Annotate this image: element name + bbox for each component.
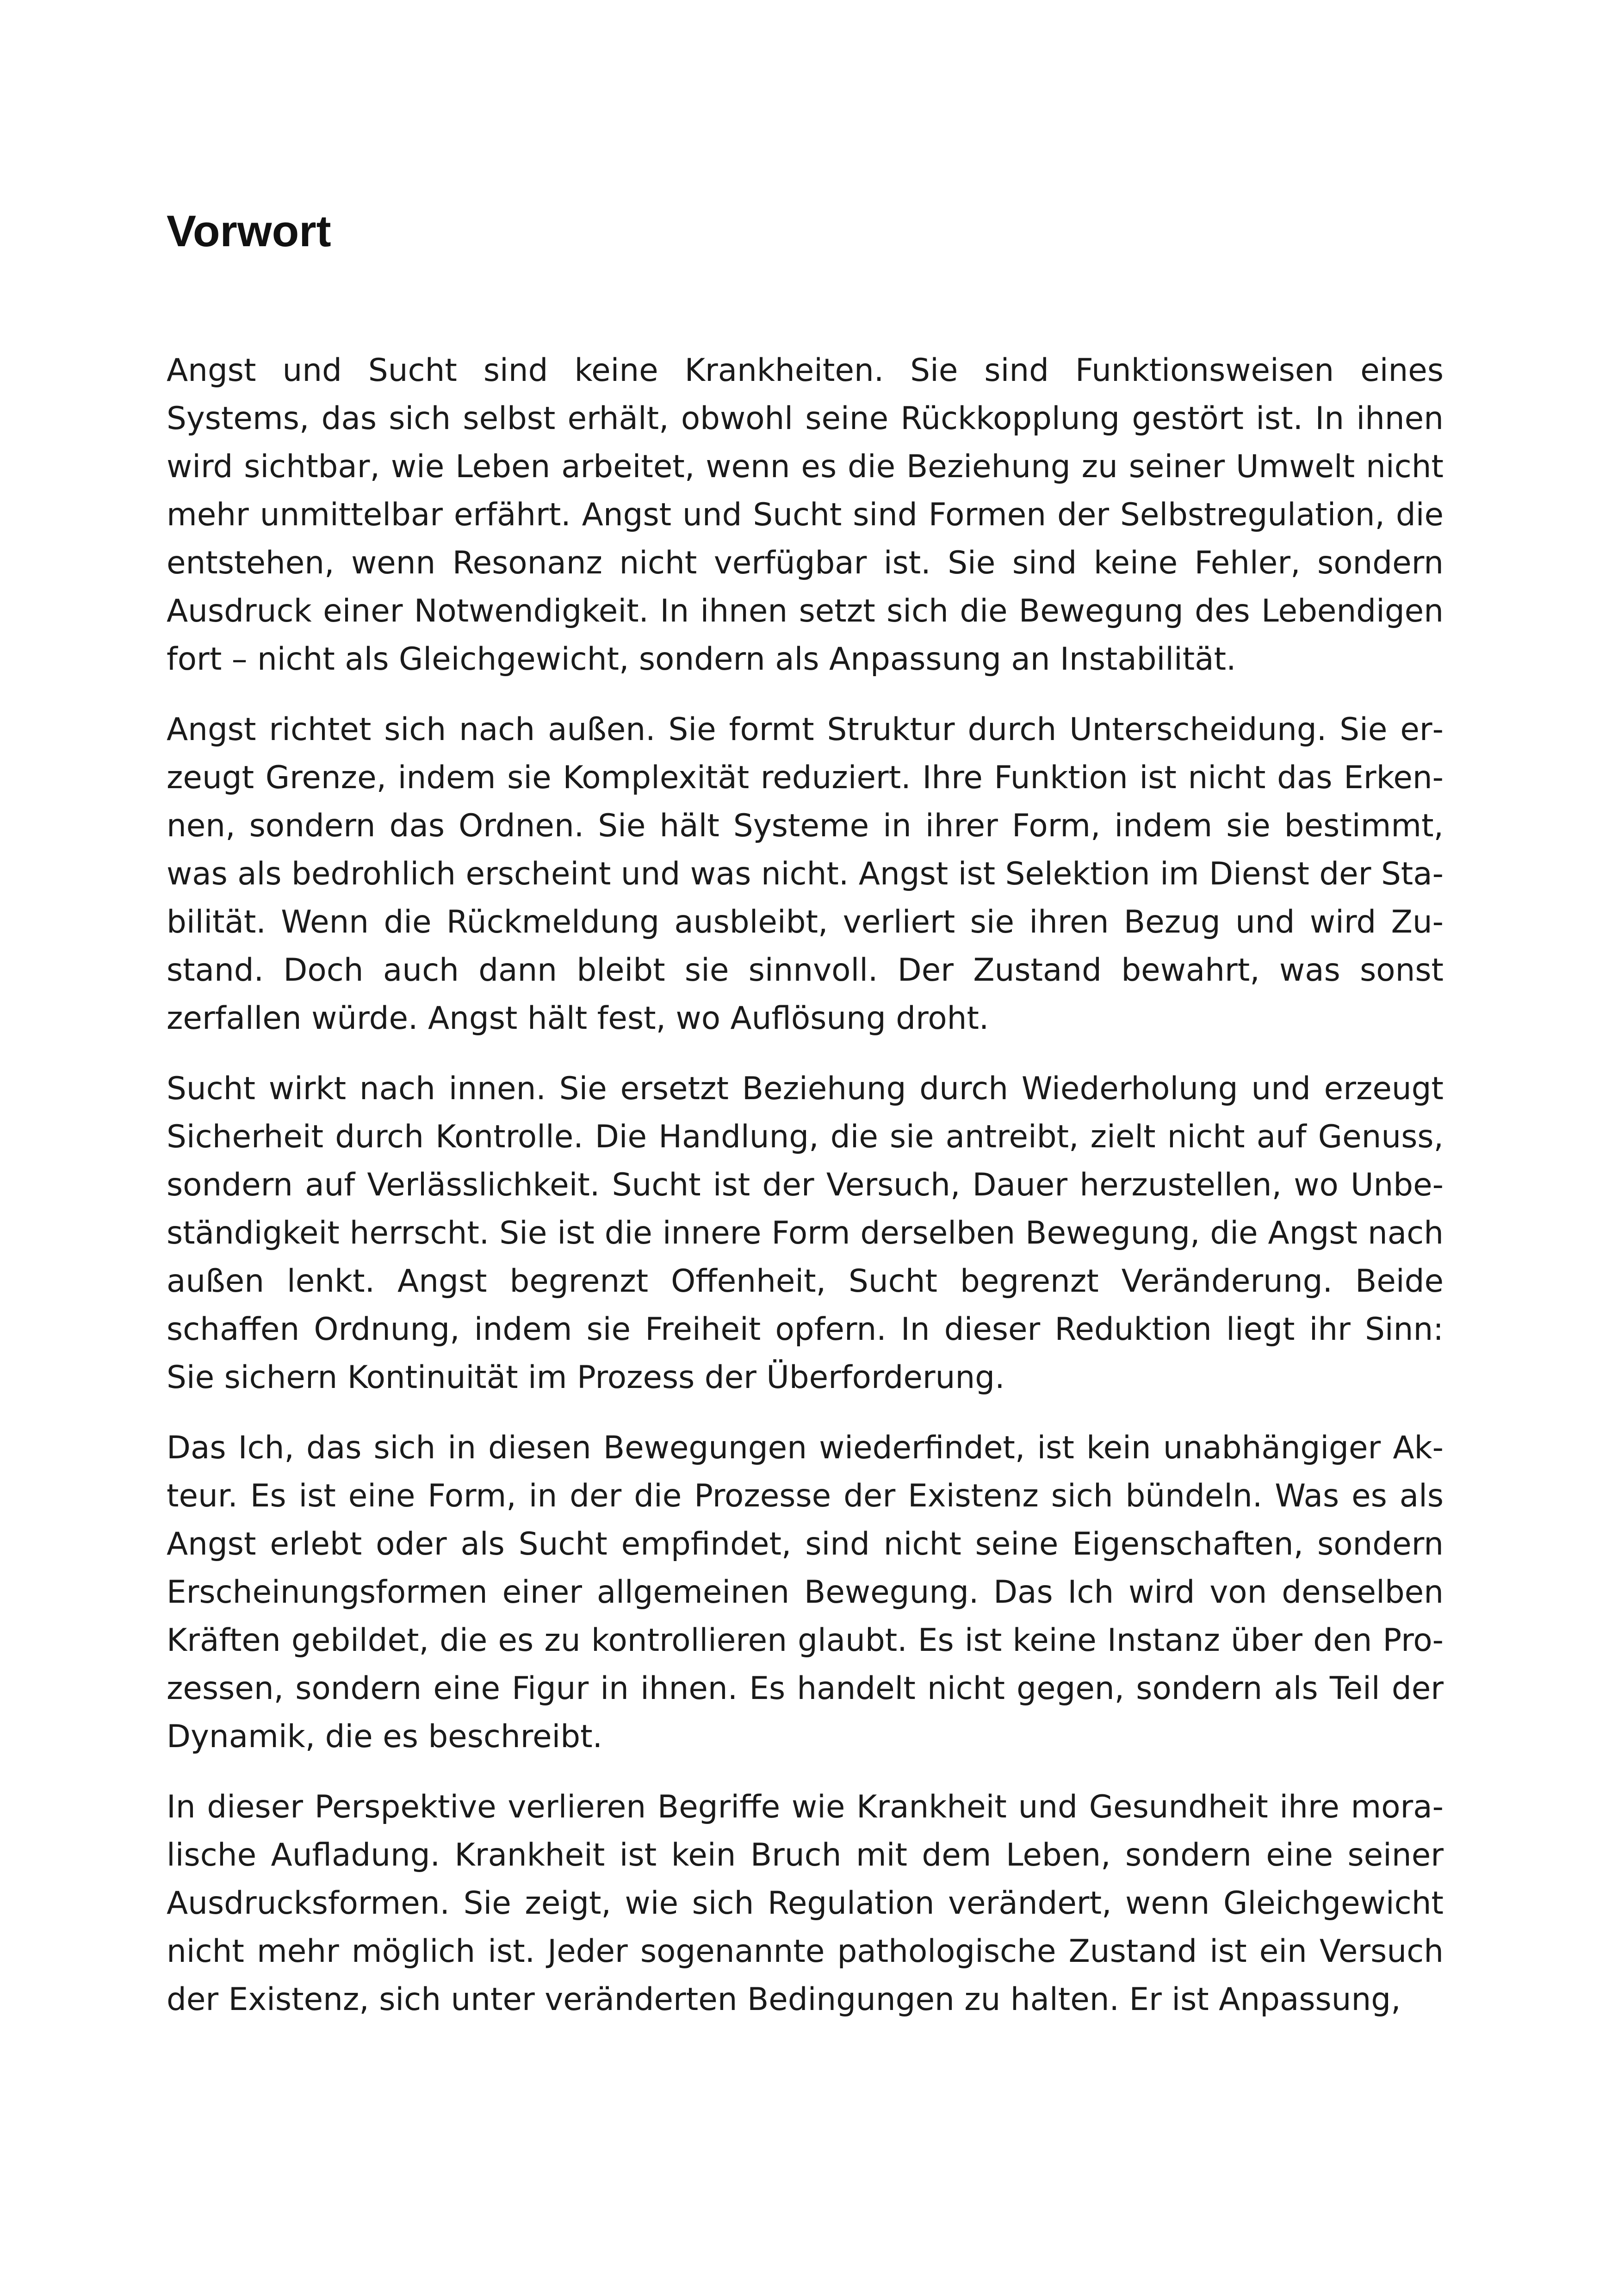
paragraph-2: Angst richtet sich nach außen. Sie formt Struktur durch Unterscheidung. Sie erzeugt Grenze, indem sie Komplexität reduziert. Ihre Funktion ist nicht das Erkennen, sondern das Ordnen. Sie hält Systeme in ihrer Form, indem sie bestimmt, was als bedrohlich erscheint und was nicht. Angst ist Selektion im Dienst der Stabilität. Wenn die Rückmeldung ausbleibt, verliert sie ihren Bezug und wird Zustand. Doch auch dann bleibt sie sinnvoll. Der Zustand bewahrt, was sonst zerfallen würde. Angst hält fest, wo Auflösung droht. [167, 711, 1444, 1036]
page-title: Vorwort [167, 206, 331, 256]
document-page [167, 204, 1444, 2046]
paragraph-4: Das Ich, das sich in diesen Bewegungen wiederfindet, ist kein unabhängiger Akteur. Es ist eine Form, in der die Prozesse der Existenz sich bündeln. Was es als Angst erlebt oder als Sucht empfindet, sind nicht seine Eigenschaften, sondern Erscheinungsformen einer allgemeinen Bewegung. Das Ich wird von denselben Kräften gebildet, die es zu kontrollieren glaubt. Es ist keine Instanz über den Prozessen, sondern eine Figur in ihnen. Es handelt nicht gegen, sondern als Teil der Dynamik, die es beschreibt. [167, 1429, 1444, 1755]
paragraph-3: Sucht wirkt nach innen. Sie ersetzt Beziehung durch Wiederholung und erzeugt Sicherheit durch Kontrolle. Die Handlung, die sie antreibt, zielt nicht auf Genuss, sondern auf Verlässlichkeit. Sucht ist der Versuch, Dauer herzustellen, wo Unbeständigkeit herrscht. Sie ist die innere Form derselben Bewegung, die Angst nach außen lenkt. Angst begrenzt Offenheit, Sucht begrenzt Veränderung. Beide schaffen Ordnung, indem sie Freiheit opfern. In dieser Reduktion liegt ihr Sinn: Sie sichern Kontinuität im Prozess der Überforderung. [167, 1070, 1444, 1395]
paragraph-5: In dieser Perspektive verlieren Begriffe wie Krankheit und Gesundheit ihre moralische Aufladung. Krankheit ist kein Bruch mit dem Leben, sondern eine seiner Ausdrucksformen. Sie zeigt, wie sich Regulation verändert, wenn Gleichgewicht nicht mehr möglich ist. Jeder sogenannte pathologische Zustand ist ein Versuch der Existenz, sich unter veränderten Bedingungen zu halten. Er ist Anpassung, [167, 1788, 1444, 2017]
paragraph-1: Angst und Sucht sind keine Krankheiten. Sie sind Funktionsweisen eines Systems, das sich selbst erhält, obwohl seine Rückkopplung gestört ist. In ihnen wird sichtbar, wie Leben arbeitet, wenn es die Beziehung zu seiner Umwelt nicht mehr unmittelbar erfährt. Angst und Sucht sind Formen der Selbstregulation, die entstehen, wenn Resonanz nicht verfügbar ist. Sie sind keine Fehler, sondern Ausdruck einer Notwendigkeit. In ihnen setzt sich die Bewegung des Lebendigen fort – nicht als Gleichgewicht, sondern als Anpassung an Instabilität. [167, 352, 1444, 677]
